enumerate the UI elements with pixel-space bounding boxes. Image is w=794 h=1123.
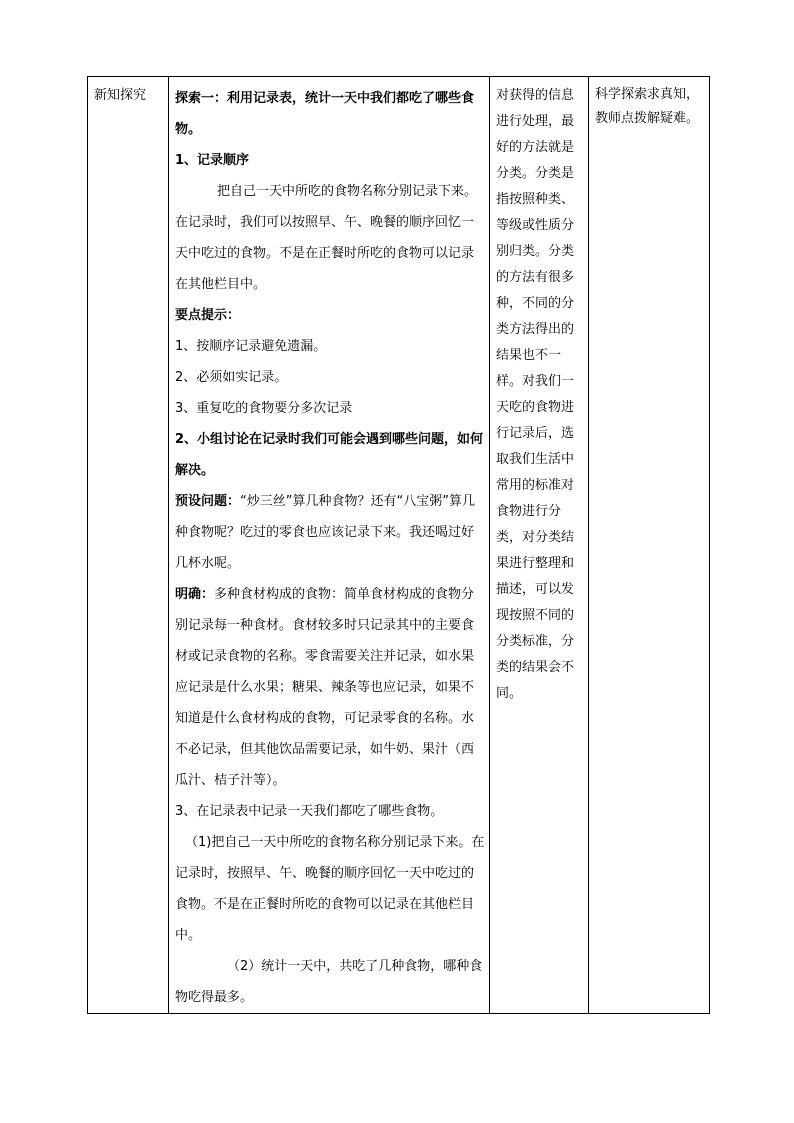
tips-title: 要点提示： [175,308,241,323]
table-row [88,77,710,1014]
clarify-label: 明确： [175,587,215,602]
method-cell [589,77,710,1014]
preset-question [175,486,485,579]
clarification [175,579,485,796]
exploration-heading: 探索一：利用记录表，统计一天中我们都吃了哪些食物。 [175,91,475,137]
design-intent-text: 对获得的信息进行处理，最好的方法就是分类。分类是指按照种类、等级或性质分别归类。分类的方法有很多种，不同的分类方法得出的结果也不一样。对我们一天吃的食物进行记录后，选取我们生活中常用的标准对食物进行分类，对分类结果进行整理和描述，可以发现按照不同的分类标准，分类的结果会不同。 [496,88,575,701]
method-text: 科学探索求真知，教师点拨解疑难。 [595,87,700,126]
teaching-content-cell [169,77,490,1014]
preset-text: “炒三丝”算几种食物？还有“八宝粥”算几种食物呢？吃过的零食也应该记录下来。我还喝过好几杯水呢。 [175,494,475,571]
tip-item: 3、重复吃的食物要分多次记录 [175,401,353,416]
tip-item: 1、按顺序记录避免遗漏。 [175,339,327,354]
section-2-title: 2、小组讨论在记录时我们可能会遇到哪些问题，如何解决。 [175,432,484,478]
design-intent-cell [490,77,589,1014]
section-label-cell [88,77,169,1014]
section-3-title: 3、在记录表中记录一天我们都吃了哪些食物。 [175,804,444,819]
section-1-body: 把自己一天中所吃的食物名称分别记录下来。在记录时，我们可以按照早、午、晚餐的顺序回忆一天中吃过的食物。不是在正餐时所吃的食物可以记录在其他栏目中。 [175,184,478,292]
section-1-title: 1、记录顺序 [175,153,250,168]
section-3-step-1: （1)把自己一天中所吃的食物名称分别记录下来。在记录时，按照早、午、晚餐的顺序回忆一天中吃过的食物。不是在正餐时所吃的食物可以记录在其他栏目中。 [175,835,485,943]
clarify-text: 多种食材构成的食物：简单食材构成的食物分别记录每一种食材。食材较多时只记录其中的主要食材或记录食物的名称。零食需要关注并记录，如水果应记录是什么水果；糖果、辣条等也应记录，如果不知道是什么食材构成的食物，可记录零食的名称。水不必记录，但其他饮品需要记录，如牛奶、果汁（西瓜汁、桔子汁等）。 [175,587,475,788]
preset-label: 预设问题： [175,494,241,509]
lesson-plan-table [87,76,710,1014]
section-label: 新知探究 [94,88,147,103]
section-3-step-2: （2）统计一天中，共吃了几种食物，哪种食物吃得最多。 [175,959,483,1005]
tip-item: 2、必须如实记录。 [175,370,288,385]
